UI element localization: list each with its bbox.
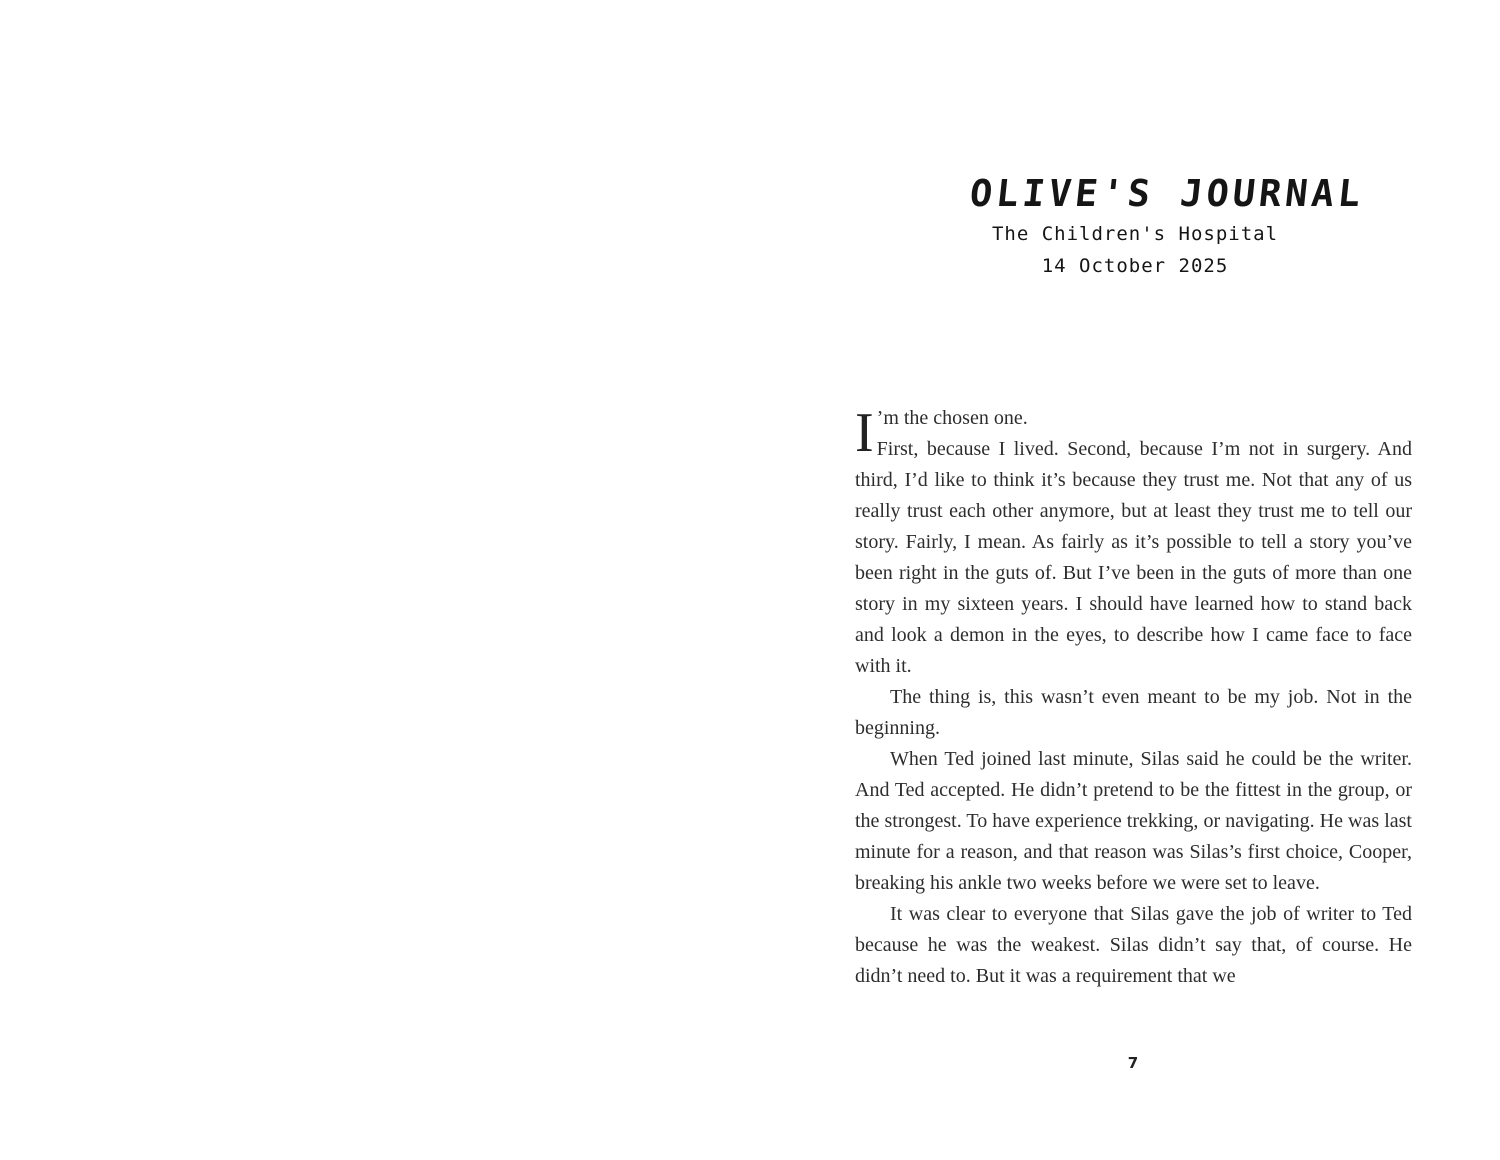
journal-location: The Children's Hospital [991,223,1279,245]
paragraph: First, because I lived. Second, because I’m not in surgery. And third, I’d like to think it’s because they trust me. Not that any of us really trust each other anymore, but at least they trust me to tell our story. Fairly, I mean. As fairly as it’s possible to tell a story you’ve been right in the guts of. But I’ve been in the guts of more than one story in my sixteen years. I should have learned how to stand back and look a demon in the eyes, to describe how I came face to face with it. [855,438,1412,677]
paragraph: The thing is, this wasn’t even meant to be my job. Not in the beginning. [855,686,1412,739]
paragraph-opening [855,402,1412,464]
opening-line: ’m the chosen one. [876,407,1028,429]
body-text [855,403,1412,992]
journal-title: OLIVE'S JOURNAL [967,172,1367,215]
page-number: 7 [1127,1054,1139,1072]
right-page [750,0,1500,1160]
journal-heading [967,168,1367,282]
drop-cap: I [855,402,874,464]
paragraph: When Ted joined last minute, Silas said he could be the writer. And Ted accepted. He didn’t pretend to be the fittest in the group, or the strongest. To have experience trekking, or navigating. He was last minute for a reason, and that reason was Silas’s first choice, Cooper, breaking his ankle two weeks before we were set to leave. [855,748,1412,894]
paragraph: It was clear to everyone that Silas gave the job of writer to Ted because he was the weakest. Silas didn’t say that, of course. He didn’t need to. But it was a requirement that we [855,903,1412,987]
journal-date: 14 October 2025 [1041,255,1229,277]
